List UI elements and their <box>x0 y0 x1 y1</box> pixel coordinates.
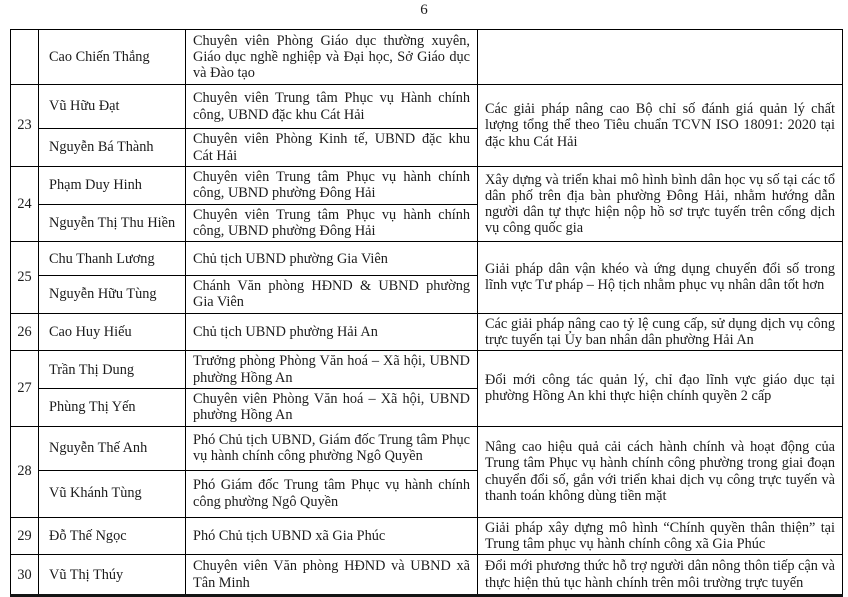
table-row <box>11 517 843 555</box>
position-cell: Chủ tịch UBND phường Gia Viên <box>186 242 478 276</box>
solution-cell: Các giải pháp nâng cao Bộ chỉ số đánh giá quản lý chất lượng tổng thể theo Tiêu chuẩn TCVN ISO 18091: 2020 tại đặc khu Cát Hải <box>478 85 843 167</box>
name-cell: Cao Chiến Thắng <box>39 30 186 85</box>
position-cell: Phó Chủ tịch UBND xã Gia Phúc <box>186 517 478 555</box>
solution-cell <box>478 30 843 85</box>
solution-cell: Xây dựng và triển khai mô hình bình dân học vụ số tại các tổ dân phố trên địa bàn phường Đông Hải, nhằm hướng dẫn người dân tự thực hiện nộp hồ sơ trực tuyến trên cổng dịch vụ công quốc gia <box>478 167 843 242</box>
award-solutions-table <box>10 29 843 597</box>
position-cell: Chuyên viên Phòng Giáo dục thường xuyên, Giáo dục nghề nghiệp và Đại học, Sở Giáo dục và Đào tạo <box>186 30 478 85</box>
position-cell: Chuyên viên Trung tâm Phục vụ hành chính công, UBND phường Đông Hải <box>186 204 478 242</box>
name-cell: Cao Huy Hiếu <box>39 313 186 351</box>
position-cell: Chủ tịch UBND phường Hải An <box>186 313 478 351</box>
name-cell: Nguyễn Bá Thành <box>39 129 186 167</box>
table-row <box>11 351 843 389</box>
table-row <box>11 426 843 470</box>
name-cell: Phùng Thị Yến <box>39 388 186 426</box>
name-cell: Nguyễn Thế Anh <box>39 426 186 470</box>
solution-cell: Đổi mới phương thức hỗ trợ người dân nông thôn tiếp cận và thực hiện thủ tục hành chính trên môi trường trực tuyến <box>478 555 843 596</box>
row-number-cell: 26 <box>11 313 39 351</box>
row-number-cell: 28 <box>11 426 39 517</box>
name-cell: Chu Thanh Lương <box>39 242 186 276</box>
name-cell: Trần Thị Dung <box>39 351 186 389</box>
table-row <box>11 242 843 276</box>
name-cell: Đỗ Thế Ngọc <box>39 517 186 555</box>
position-cell: Chuyên viên Trung tâm Phục vụ Hành chính công, UBND đặc khu Cát Hải <box>186 85 478 129</box>
solution-cell: Giải pháp xây dựng mô hình “Chính quyền thân thiện” tại Trung tâm phục vụ hành chính công xã Gia Phúc <box>478 517 843 555</box>
row-number-cell <box>11 30 39 85</box>
position-cell: Chuyên viên Văn phòng HĐND và UBND xã Tân Minh <box>186 555 478 596</box>
table-row <box>11 313 843 351</box>
table-body <box>11 30 843 596</box>
row-number-cell: 29 <box>11 517 39 555</box>
position-cell: Chuyên viên Phòng Kinh tế, UBND đặc khu Cát Hải <box>186 129 478 167</box>
table-row <box>11 30 843 85</box>
position-cell: Chánh Văn phòng HĐND & UBND phường Gia Viên <box>186 276 478 314</box>
name-cell: Nguyễn Thị Thu Hiền <box>39 204 186 242</box>
row-number-cell: 25 <box>11 242 39 314</box>
position-cell: Phó Giám đốc Trung tâm Phục vụ hành chính công phường Ngô Quyền <box>186 470 478 517</box>
table-row <box>11 85 843 129</box>
row-number-cell: 23 <box>11 85 39 167</box>
name-cell: Vũ Khánh Tùng <box>39 470 186 517</box>
name-cell: Vũ Thị Thúy <box>39 555 186 596</box>
name-cell: Vũ Hữu Đạt <box>39 85 186 129</box>
row-number-cell: 27 <box>11 351 39 426</box>
page-number: 6 <box>420 2 428 18</box>
name-cell: Phạm Duy Hinh <box>39 167 186 205</box>
table-row <box>11 167 843 205</box>
position-cell: Trưởng phòng Phòng Văn hoá – Xã hội, UBND phường Hồng An <box>186 351 478 389</box>
solution-cell: Nâng cao hiệu quả cải cách hành chính và hoạt động của Trung tâm Phục vụ hành chính công phường trong giai đoạn chuyển đổi số, gắn với triển khai dịch vụ công trực tuyến và thanh toán không dùng tiền mặt <box>478 426 843 517</box>
name-cell: Nguyễn Hữu Tùng <box>39 276 186 314</box>
solution-cell: Giải pháp dân vận khéo và ứng dụng chuyển đổi số trong lĩnh vực Tư pháp – Hộ tịch nhằm phục vụ nhân dân tốt hơn <box>478 242 843 314</box>
position-cell: Phó Chủ tịch UBND, Giám đốc Trung tâm Phục vụ hành chính công phường Ngô Quyền <box>186 426 478 470</box>
position-cell: Chuyên viên Phòng Văn hoá – Xã hội, UBND phường Hồng An <box>186 388 478 426</box>
row-number-cell: 24 <box>11 167 39 242</box>
row-number-cell: 30 <box>11 555 39 596</box>
position-cell: Chuyên viên Trung tâm Phục vụ hành chính công, UBND phường Đông Hải <box>186 167 478 205</box>
solution-cell: Các giải pháp nâng cao tỷ lệ cung cấp, sử dụng dịch vụ công trực tuyến tại Ủy ban nhân dân phường Hải An <box>478 313 843 351</box>
table-row <box>11 555 843 596</box>
solution-cell: Đổi mới công tác quản lý, chỉ đạo lĩnh vực giáo dục tại phường Hồng An khi thực hiện chính quyền 2 cấp <box>478 351 843 426</box>
